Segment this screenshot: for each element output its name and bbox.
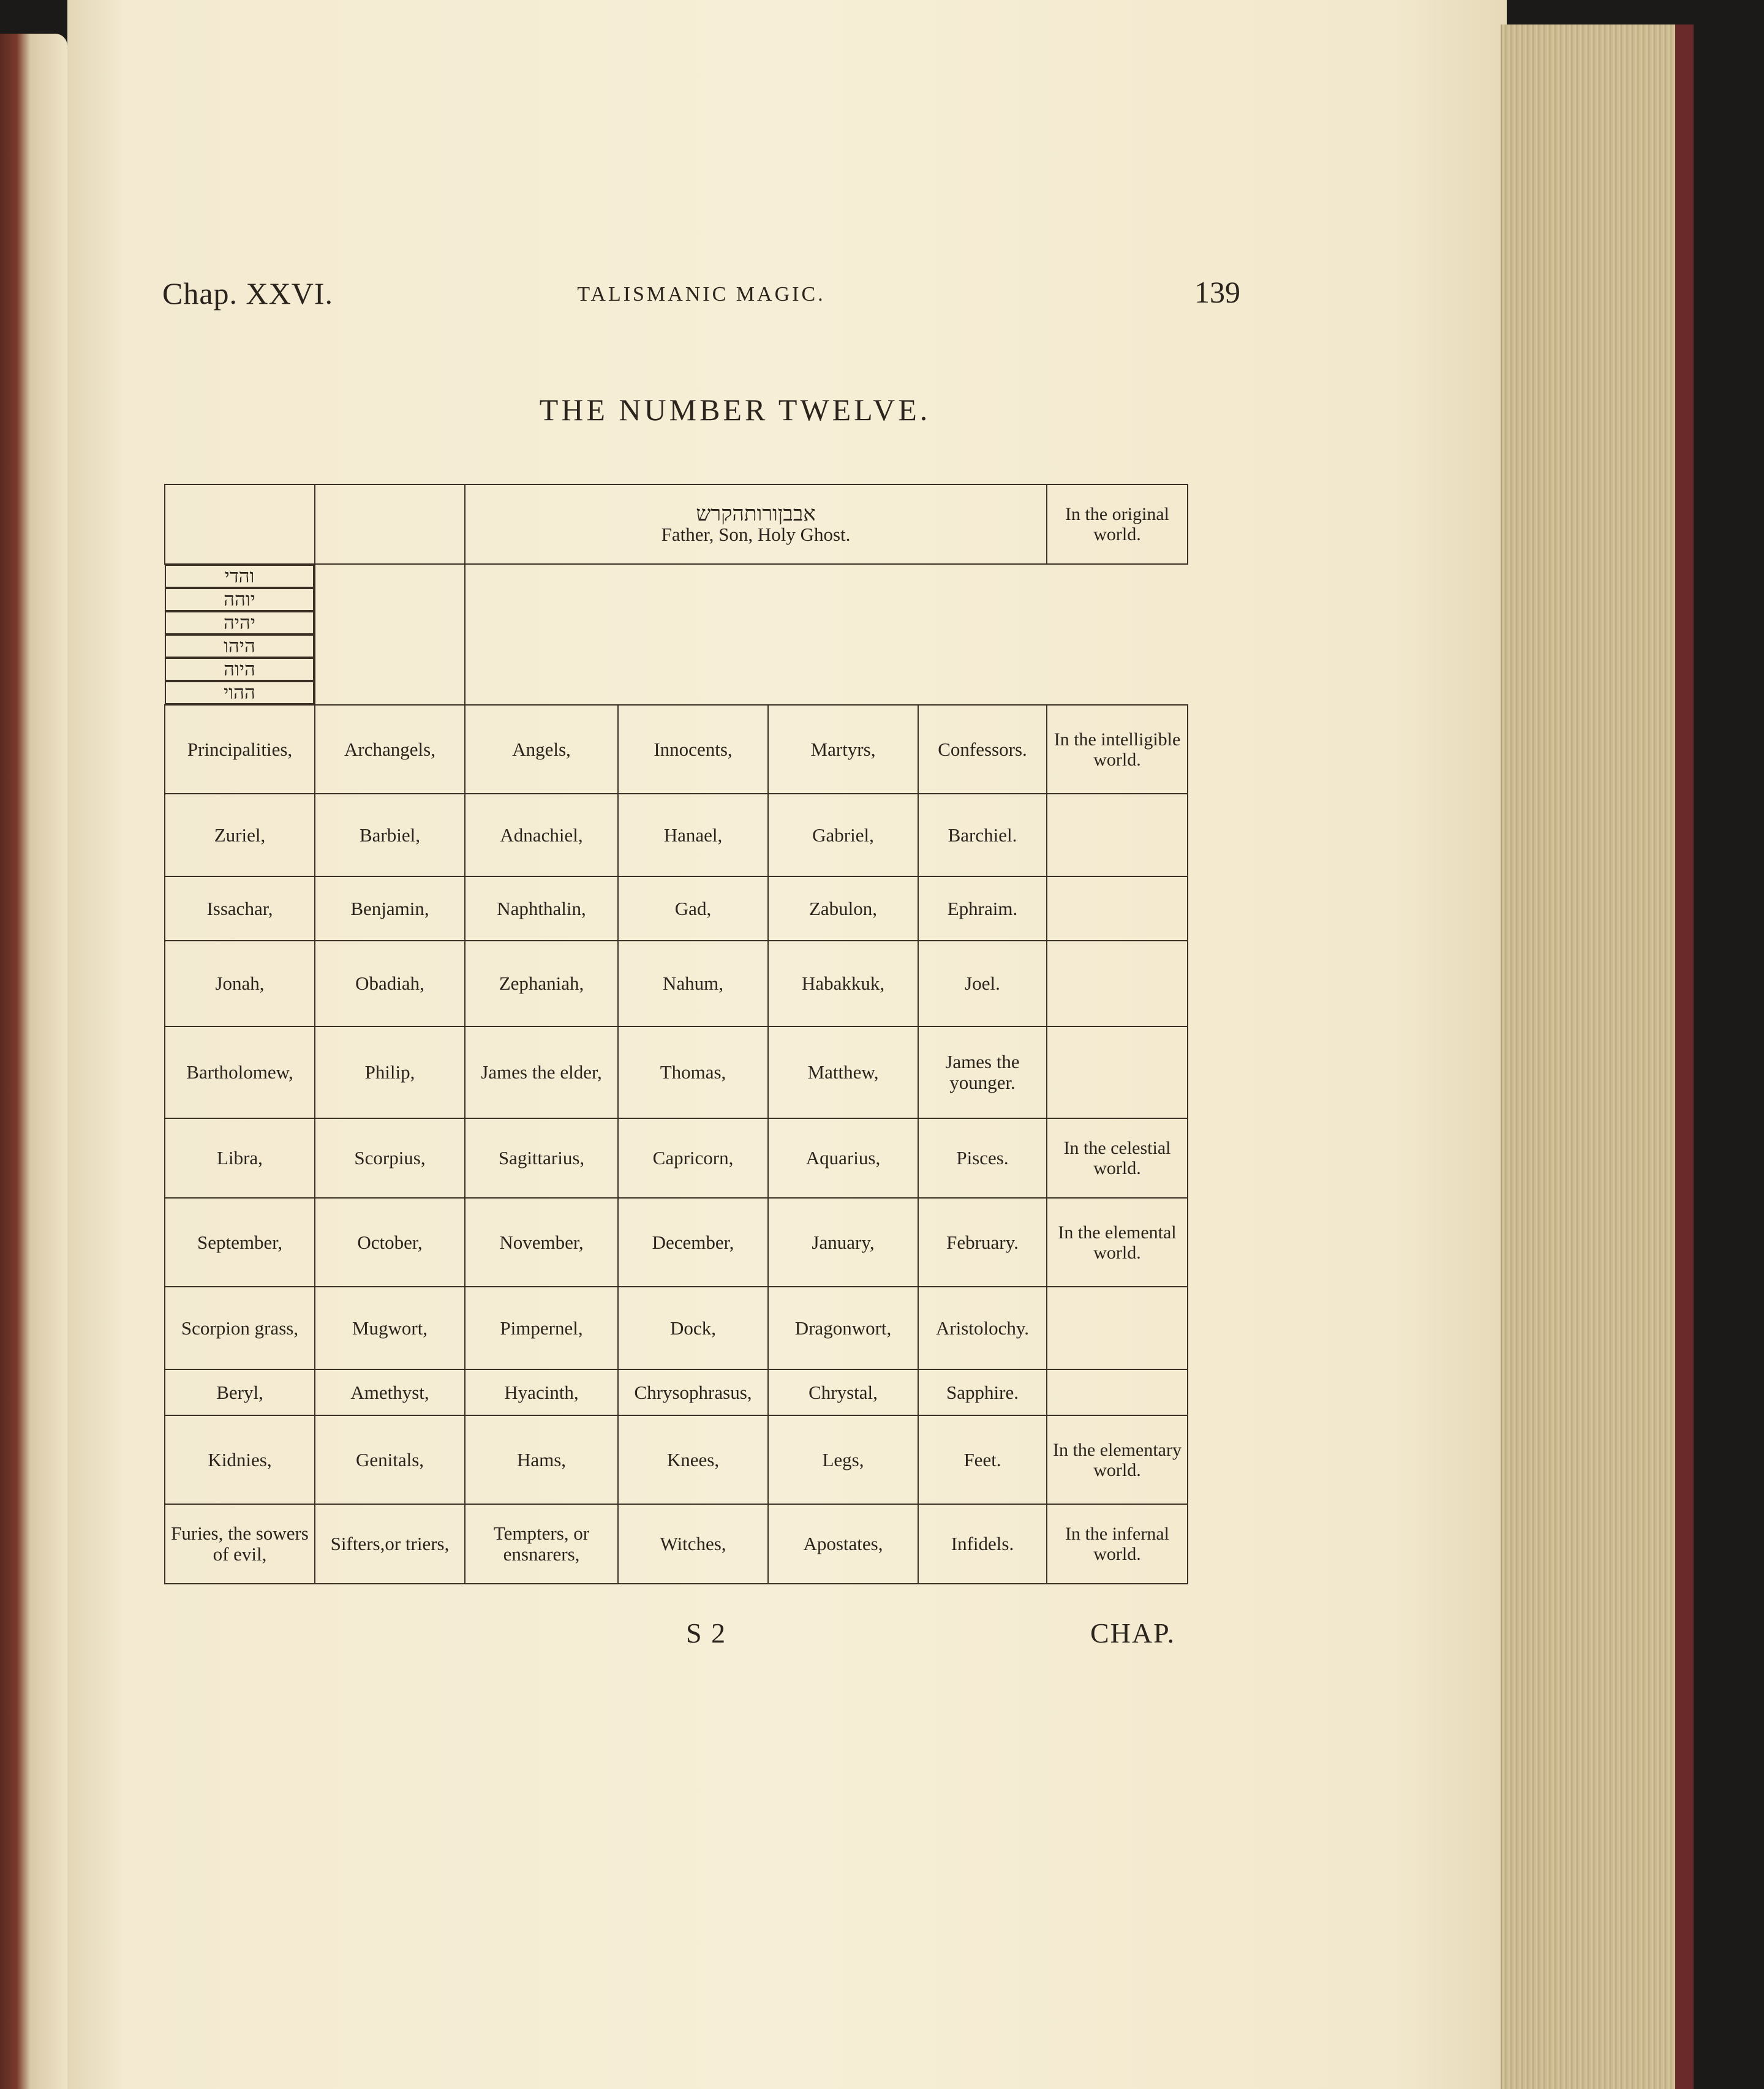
table-cell: James the elder, (465, 1026, 618, 1118)
world-label (1047, 1369, 1188, 1415)
running-title: TALISMANIC MAGIC. (577, 283, 826, 306)
world-label: In the intelligible world. (1047, 705, 1188, 794)
table-cell: Feet. (918, 1415, 1047, 1504)
book-cover-edge (1675, 24, 1694, 2089)
table-cell: Nahum, (618, 941, 768, 1026)
table-cell: Philip, (315, 1026, 465, 1118)
table-cell: Apostates, (768, 1504, 918, 1584)
table-cell: Sifters,or triers, (315, 1504, 465, 1584)
table-cell: Aquarius, (768, 1118, 918, 1198)
table-row (165, 1369, 1188, 1415)
table-heading: THE NUMBER TWELVE. (539, 393, 931, 427)
signature-mark: S 2 (686, 1617, 727, 1649)
world-label: In the infernal world. (1047, 1504, 1188, 1584)
number-twelve-table (164, 484, 1188, 1584)
table-cell: Furies, the sowers of evil, (165, 1504, 315, 1584)
table-row (165, 1198, 1188, 1287)
trinity-translation: Father, Son, Holy Ghost. (661, 524, 851, 545)
table-cell: Amethyst, (315, 1369, 465, 1415)
table-cell: Pimpernel, (465, 1287, 618, 1369)
table-cell: Joel. (918, 941, 1047, 1026)
hebrew-name: ההוי (165, 681, 314, 704)
table-row (165, 876, 1188, 941)
empty-cell (315, 564, 465, 705)
table-cell: January, (768, 1198, 918, 1287)
world-label (1047, 1026, 1188, 1118)
table-cell: November, (465, 1198, 618, 1287)
world-label: In the elementary world. (1047, 1415, 1188, 1504)
table-cell: Hams, (465, 1415, 618, 1504)
table-cell: Mugwort, (315, 1287, 465, 1369)
table-row (165, 1118, 1188, 1198)
table-cell: Scorpion grass, (165, 1287, 315, 1369)
hebrew-names-row (165, 564, 1188, 705)
world-label: In the celestial world. (1047, 1118, 1188, 1198)
hebrew-name: יוהה (165, 588, 314, 611)
world-label: In the elemental world. (1047, 1198, 1188, 1287)
table-cell: Chrystal, (768, 1369, 918, 1415)
book-page (67, 0, 1507, 2089)
left-page-edge (0, 34, 67, 2089)
table-cell: Chrysophrasus, (618, 1369, 768, 1415)
page-block-edge (1501, 24, 1686, 2089)
table-cell: February. (918, 1198, 1047, 1287)
table-cell: Bartholomew, (165, 1026, 315, 1118)
table-cell: September, (165, 1198, 315, 1287)
table-cell: Sagittarius, (465, 1118, 618, 1198)
table-cell: Martyrs, (768, 705, 918, 794)
world-label (1047, 794, 1188, 876)
table-cell: James the younger. (918, 1026, 1047, 1118)
table-cell: Matthew, (768, 1026, 918, 1118)
table-cell: Gabriel, (768, 794, 918, 876)
trinity-cell (465, 484, 1047, 564)
table-cell: Beryl, (165, 1369, 315, 1415)
hebrew-name: והדי (165, 565, 314, 588)
table-row (165, 794, 1188, 876)
table-cell: Witches, (618, 1504, 768, 1584)
table-cell: Infidels. (918, 1504, 1047, 1584)
table-cell: Archangels, (315, 705, 465, 794)
table-cell: Aristolochy. (918, 1287, 1047, 1369)
table-cell: Principalities, (165, 705, 315, 794)
table-cell: Naphthalin, (465, 876, 618, 941)
catchword: CHAP. (1090, 1617, 1176, 1649)
table-row (165, 705, 1188, 794)
table-cell: Hanael, (618, 794, 768, 876)
table-cell: Capricorn, (618, 1118, 768, 1198)
table-cell: Barbiel, (315, 794, 465, 876)
table-cell: Habakkuk, (768, 941, 918, 1026)
table-cell: Zephaniah, (465, 941, 618, 1026)
table-row (165, 1287, 1188, 1369)
table-cell: Benjamin, (315, 876, 465, 941)
table-cell: Legs, (768, 1415, 918, 1504)
table-cell: October, (315, 1198, 465, 1287)
table-row (165, 941, 1188, 1026)
world-label (1047, 876, 1188, 941)
table-cell: Obadiah, (315, 941, 465, 1026)
table-cell: Genitals, (315, 1415, 465, 1504)
table-cell: Hyacinth, (465, 1369, 618, 1415)
table-cell: Adnachiel, (465, 794, 618, 876)
table-cell: Thomas, (618, 1026, 768, 1118)
page-number: 139 (1194, 275, 1240, 309)
hebrew-trinity-name: אבבןורותהקרש (696, 502, 816, 526)
table-cell: Tempters, or ensnarers, (465, 1504, 618, 1584)
table-cell: Scorpius, (315, 1118, 465, 1198)
top-row (165, 484, 1188, 564)
chapter-label: Chap. XXVI. (162, 276, 334, 311)
table-cell: Knees, (618, 1415, 768, 1504)
world-label: In the original world. (1047, 484, 1188, 564)
table-cell: Jonah, (165, 941, 315, 1026)
empty-cell (165, 484, 315, 564)
hebrew-name: היוה (165, 658, 314, 681)
table-cell: Confessors. (918, 705, 1047, 794)
table-cell: Dragonwort, (768, 1287, 918, 1369)
table-cell: Issachar, (165, 876, 315, 941)
table-cell: Dock, (618, 1287, 768, 1369)
table-cell: Libra, (165, 1118, 315, 1198)
table-cell: Ephraim. (918, 876, 1047, 941)
table-cell: Zabulon, (768, 876, 918, 941)
table-cell: Sapphire. (918, 1369, 1047, 1415)
world-label (1047, 1287, 1188, 1369)
world-label (1047, 941, 1188, 1026)
table-cell: Innocents, (618, 705, 768, 794)
table-cell: Angels, (465, 705, 618, 794)
table-cell: Pisces. (918, 1118, 1047, 1198)
table-cell: Barchiel. (918, 794, 1047, 876)
table-cell: Gad, (618, 876, 768, 941)
hebrew-name: יהיה (165, 611, 314, 634)
table-row (165, 1026, 1188, 1118)
empty-cell (315, 484, 465, 564)
table-cell: Zuriel, (165, 794, 315, 876)
table-row (165, 1415, 1188, 1504)
table-row (165, 1504, 1188, 1584)
table-cell: Kidnies, (165, 1415, 315, 1504)
hebrew-name: היהו (165, 634, 314, 658)
table-cell: December, (618, 1198, 768, 1287)
running-head (162, 269, 1240, 318)
